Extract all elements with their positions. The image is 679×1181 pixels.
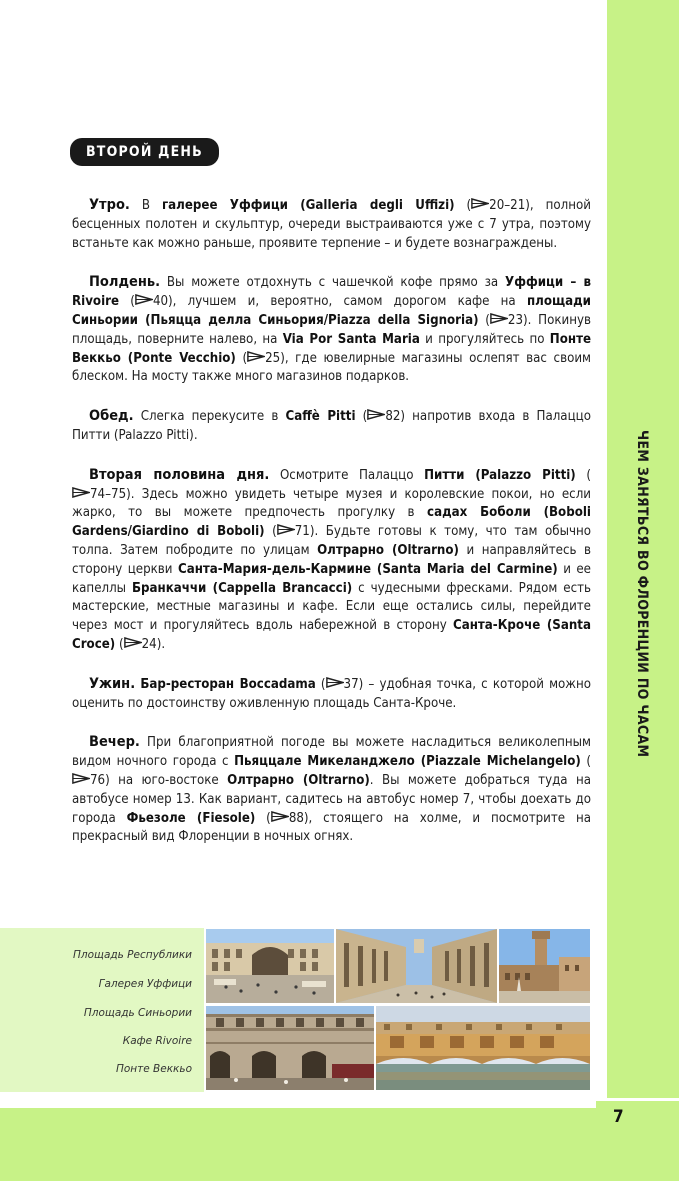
photo-ponte-vecchio bbox=[376, 1006, 590, 1090]
page-ref: 37 bbox=[343, 676, 359, 692]
section-lead: Утро. bbox=[89, 197, 130, 213]
place-link: садах Боболи (Boboli Gardens/Giardino di Boboli) bbox=[72, 505, 591, 540]
photo-cafe-rivoire bbox=[206, 1006, 374, 1090]
section-lead: Вечер. bbox=[89, 734, 140, 751]
photo-caption: Понте Веккьо bbox=[115, 1063, 192, 1075]
place-link: Бар-ресторан Boccadama bbox=[140, 676, 316, 692]
place-link: Понте Веккьо (Ponte Vecchio) bbox=[72, 331, 592, 366]
page-ref: 82 bbox=[385, 409, 401, 425]
triangle-arrow-icon bbox=[277, 524, 295, 535]
page-ref: 23 bbox=[507, 312, 524, 328]
photo-piazza-repubblica bbox=[206, 929, 334, 1003]
section-lunch: Обед. Слегка перекусите в Caffè Pitti ( 82) напротив входа в Палаццо Питти (Palazzo Pitti). bbox=[72, 408, 591, 443]
section-lead: Ужин. bbox=[89, 675, 136, 692]
place-link: Via Por Santa Maria bbox=[282, 331, 420, 347]
photo-caption: Площадь Синьории bbox=[83, 1007, 192, 1019]
page-ref: 25 bbox=[265, 350, 281, 366]
footer-band bbox=[0, 1108, 596, 1181]
photo-caption: Кафе Rivoire bbox=[122, 1035, 192, 1047]
triangle-arrow-icon bbox=[326, 677, 344, 688]
page-ref: 74–75 bbox=[90, 486, 127, 502]
place-link: Олтрарно (Oltrarno) bbox=[227, 772, 370, 788]
triangle-arrow-icon bbox=[490, 313, 508, 324]
section-lead: Полдень. bbox=[89, 274, 161, 291]
section-dinner: Ужин. Бар-ресторан Boccadama ( 37) – удобная точка, с которой можно оценить по достоинству оживленную площадь Санта-Кроче. bbox=[72, 675, 591, 711]
place-link: площади Синьории (Пьяцца делла Синьория/Piazza della Signoria) bbox=[72, 294, 591, 328]
section-evening: Вечер. При благоприятной погоде вы можете насладиться великолепным видом ночного города с Пьяццале Микеланджело (Piazzale Michelangelo) (76) на юго-востоке Олтрарно (Oltrarno). Вы можете добраться туда на автобусе номер 13. Как вариант, садитесь на автобус номер 7, чтобы доехать до города Фьезоле (Fiesole) ( 88), стоящего на холме, и посмотрите на прекрасный вид Флоренции в ночных огнях. bbox=[72, 734, 592, 845]
page-ref: 24 bbox=[141, 636, 157, 652]
page-ref: 76 bbox=[90, 772, 106, 788]
page-ref: 20–21 bbox=[489, 198, 526, 213]
triangle-arrow-icon bbox=[367, 409, 385, 420]
page-ref: 71 bbox=[294, 524, 310, 540]
chapter-title: ЧЕМ ЗАНЯТЬСЯ ВО ФЛОРЕНЦИИ ПО ЧАСАМ bbox=[634, 430, 650, 758]
page-number: 7 bbox=[613, 1107, 624, 1127]
triangle-arrow-icon bbox=[471, 198, 489, 209]
page-number-box bbox=[596, 1098, 679, 1181]
section-afternoon: Вторая половина дня. Осмотрите Палаццо Питти (Palazzo Pitti) (74–75). Здесь можно увидеть четыре музея и королевские покои, но если жарко, то вы можете предпочесть прогулку в садах Боболи (Boboli Gardens/Giardino di Boboli) ( 71). Будьте готовы к тому, что там обычно толпа. Затем побродите по улицам Олтрарно (Oltrarno) и направляйтесь в сторону церкви Санта-Мария-дель-Кармине (Santa Maria del Carmine) и ее капеллы Бранкаччи (Cappella Brancacci) с чудесными фресками. Рядом есть мастерские, местные магазины и кафе. Если еще остались силы, перейдите через мост и прогуляйтесь вдоль набережной в сторону Санта-Кроче (Santa Croce) ( 24). bbox=[72, 466, 591, 652]
triangle-arrow-icon bbox=[271, 811, 289, 822]
itinerary-text bbox=[72, 196, 591, 867]
section-lead: Обед. bbox=[89, 408, 134, 425]
photo-caption: Галерея Уффици bbox=[98, 978, 192, 990]
triangle-arrow-icon bbox=[72, 773, 90, 784]
photo-caption: Площадь Республики bbox=[73, 949, 192, 961]
day-badge: ВТОРОЙ ДЕНЬ bbox=[70, 138, 219, 166]
section-lead: Вторая половина дня. bbox=[89, 466, 270, 483]
place-link: Пьяццале Микеланджело (Piazzale Michelangelo) bbox=[234, 754, 581, 770]
place-link: Уффици – в Rivoire bbox=[72, 275, 591, 310]
page-ref: 88 bbox=[288, 810, 304, 826]
triangle-arrow-icon bbox=[124, 637, 142, 648]
section-noon: Полдень. Вы можете отдохнуть с чашечкой кофе прямо за Уффици – в Rivoire ( 40), лучшем и, вероятно, самом дорогом кафе на площади Синьории (Пьяцца делла Синьория/Piazza della Signoria) ( 23). Покинув площадь, поверните налево, на Via Por Santa Maria и прогуляйтесь по Понте Веккьо (Ponte Vecchio) ( 25), где ювелирные магазины ослепят вас своим блеском. На мосту также много магазинов подарков. bbox=[72, 274, 592, 385]
section-morning: Утро. В галерее Уффици (Galleria degli Uffizi) ( 20–21), полной бесценных полотен и скульптур, очереди выстраиваются уже с 7 утра, поэтому встаньте как можно раньше, проявите терпение – и будете вознаграждены. bbox=[72, 197, 591, 251]
photo-uffizi-gallery bbox=[336, 929, 497, 1003]
photo-piazza-signoria bbox=[499, 929, 590, 1003]
triangle-arrow-icon bbox=[247, 351, 265, 362]
place-link: Фьезоле (Fiesole) bbox=[126, 810, 256, 826]
place-link: Олтрарно (Oltrarno) bbox=[317, 542, 459, 558]
place-link: Caffè Pitti bbox=[285, 409, 356, 425]
triangle-arrow-icon bbox=[72, 487, 90, 498]
place-link: Санта-Кроче (Santa Croce) bbox=[72, 618, 591, 652]
triangle-arrow-icon bbox=[135, 294, 153, 305]
place-link: Санта-Мария-дель-Кармине (Santa Maria del Carmine) bbox=[177, 561, 558, 577]
chapter-sidebar-label-wrap bbox=[607, 0, 679, 1098]
place-link: Бранкаччи (Cappella Brancacci) bbox=[131, 580, 353, 596]
place-link: Питти (Palazzo Pitti) bbox=[424, 467, 576, 483]
page-ref: 40 bbox=[152, 294, 169, 310]
place-link: галерее Уффици (Galleria degli Uffizi) bbox=[161, 198, 455, 213]
